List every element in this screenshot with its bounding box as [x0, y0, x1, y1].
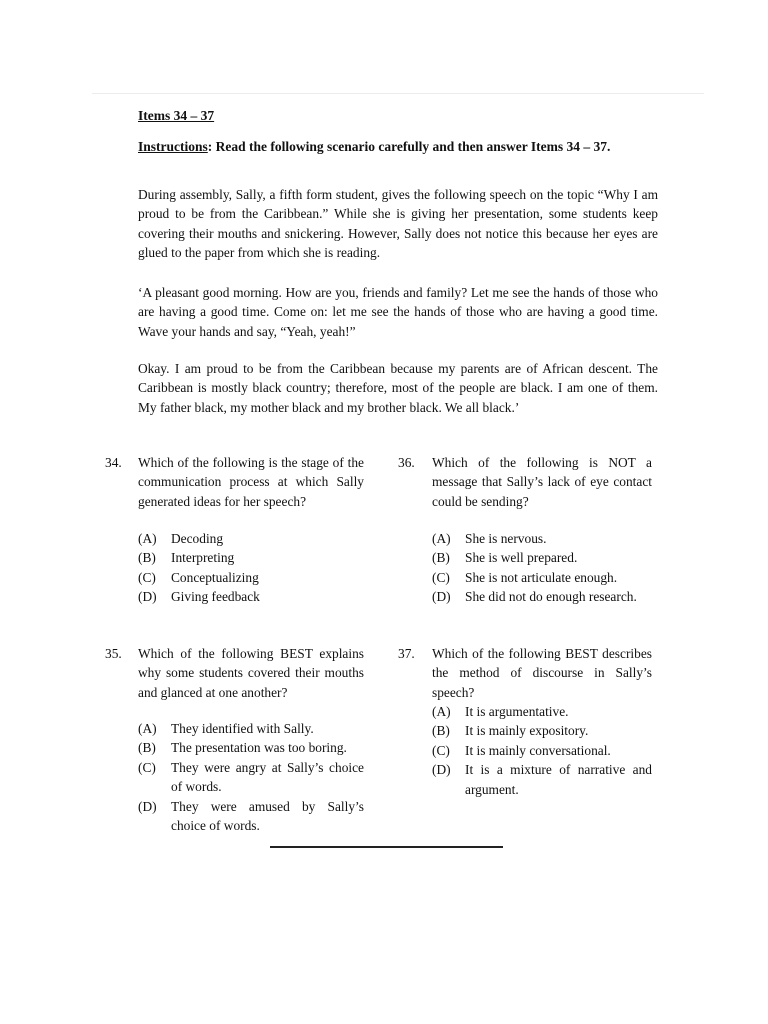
- option-a[interactable]: [432, 702, 652, 721]
- option-a[interactable]: [432, 529, 652, 548]
- option-text: She is well prepared.: [465, 550, 578, 566]
- question-stem: Which of the following BEST explains why some students covered their mouths and glanced at one another?: [138, 646, 364, 700]
- option-text: It is a mixture of narrative and argument.: [465, 762, 652, 797]
- option-c[interactable]: [138, 758, 364, 797]
- option-letter: (C): [138, 759, 156, 775]
- option-d[interactable]: [432, 760, 652, 799]
- option-letter: (D): [432, 589, 451, 605]
- instructions-line: [138, 139, 610, 155]
- option-text: It is mainly conversational.: [465, 742, 611, 758]
- option-letter: (C): [432, 569, 450, 585]
- question-number: 35.: [105, 646, 122, 661]
- question-stem: Which of the following BEST describes the method of discourse in Sally’s speech?: [432, 646, 652, 700]
- option-letter: (B): [432, 550, 450, 566]
- option-b[interactable]: [432, 548, 652, 567]
- option-list: [138, 529, 364, 607]
- option-letter: (B): [138, 550, 156, 566]
- instructions-text: : Read the following scenario carefully and then answer Items 34 – 37.: [207, 139, 611, 154]
- option-b[interactable]: [138, 548, 364, 567]
- option-letter: (C): [432, 742, 450, 758]
- question-stem: Which of the following is the stage of the communication process at which Sally generated ideas for her speech?: [138, 455, 364, 509]
- scenario-paragraph-1: During assembly, Sally, a fifth form student, gives the following speech on the topic “Why I am proud to be from the Caribbean.” While she is giving her presentation, some students keep covering their mouths and snickering. However, Sally does not notice this because her eyes are glued to the paper from which she is reading.: [138, 187, 658, 261]
- option-a[interactable]: [138, 719, 364, 738]
- question-number: 37.: [398, 646, 415, 661]
- option-letter: (A): [432, 531, 451, 546]
- instructions-label: Instructions: [138, 139, 208, 154]
- option-c[interactable]: [138, 568, 364, 587]
- option-text: She is nervous.: [465, 531, 547, 546]
- option-letter: (D): [138, 798, 157, 814]
- option-text: She did not do enough research.: [465, 589, 637, 605]
- option-c[interactable]: [432, 568, 652, 587]
- option-text: Conceptualizing: [171, 569, 259, 585]
- option-c[interactable]: [432, 741, 652, 760]
- question-36: [398, 453, 658, 613]
- end-divider: [270, 846, 503, 848]
- option-text: They were angry at Sally’s choice of words.: [171, 759, 364, 795]
- question-34: [105, 453, 365, 613]
- top-divider: [92, 93, 704, 94]
- option-letter: (B): [432, 723, 450, 739]
- option-letter: (A): [138, 721, 157, 736]
- option-text: She is not articulate enough.: [465, 569, 618, 585]
- option-b[interactable]: [138, 738, 364, 757]
- option-a[interactable]: [138, 529, 364, 548]
- option-text: Decoding: [171, 531, 224, 546]
- scenario-paragraph-3: Okay. I am proud to be from the Caribbean because my parents are of African descent. The Caribbean is mostly black country; therefore, most of the people are black. I am one of them. My father black, my mother black and my brother black. We all black.’: [138, 361, 658, 415]
- option-list: [138, 719, 364, 835]
- question-number: 34.: [105, 455, 122, 470]
- option-text: Giving feedback: [171, 589, 260, 605]
- scenario-paragraph-2: ‘A pleasant good morning. How are you, friends and family? Let me see the hands of those who are having a good time. Come on: let me see the hands of those who are having a good time. Wave your hands and say, “Yeah, yeah!”: [138, 285, 658, 339]
- option-letter: (C): [138, 569, 156, 585]
- option-text: Interpreting: [171, 550, 235, 566]
- items-title: Items 34 – 37: [138, 108, 215, 123]
- option-letter: (D): [432, 762, 451, 778]
- option-d[interactable]: [138, 587, 364, 606]
- option-d[interactable]: [138, 797, 364, 836]
- option-text: They identified with Sally.: [171, 721, 314, 736]
- option-letter: (A): [138, 531, 157, 546]
- option-letter: (D): [138, 589, 157, 605]
- question-37: [398, 644, 658, 804]
- question-number: 36.: [398, 455, 415, 470]
- option-letter: (A): [432, 704, 451, 719]
- option-list: [432, 529, 652, 607]
- option-b[interactable]: [432, 721, 652, 740]
- option-d[interactable]: [432, 587, 652, 606]
- option-text: The presentation was too boring.: [171, 740, 347, 756]
- question-35: [105, 644, 365, 839]
- option-text: It is mainly expository.: [465, 723, 589, 739]
- option-text: It is argumentative.: [465, 704, 569, 719]
- option-text: They were amused by Sally’s choice of words.: [171, 798, 364, 834]
- option-letter: (B): [138, 740, 156, 756]
- option-list: [432, 702, 652, 799]
- question-stem: Which of the following is NOT a message that Sally’s lack of eye contact could be sending?: [432, 455, 652, 509]
